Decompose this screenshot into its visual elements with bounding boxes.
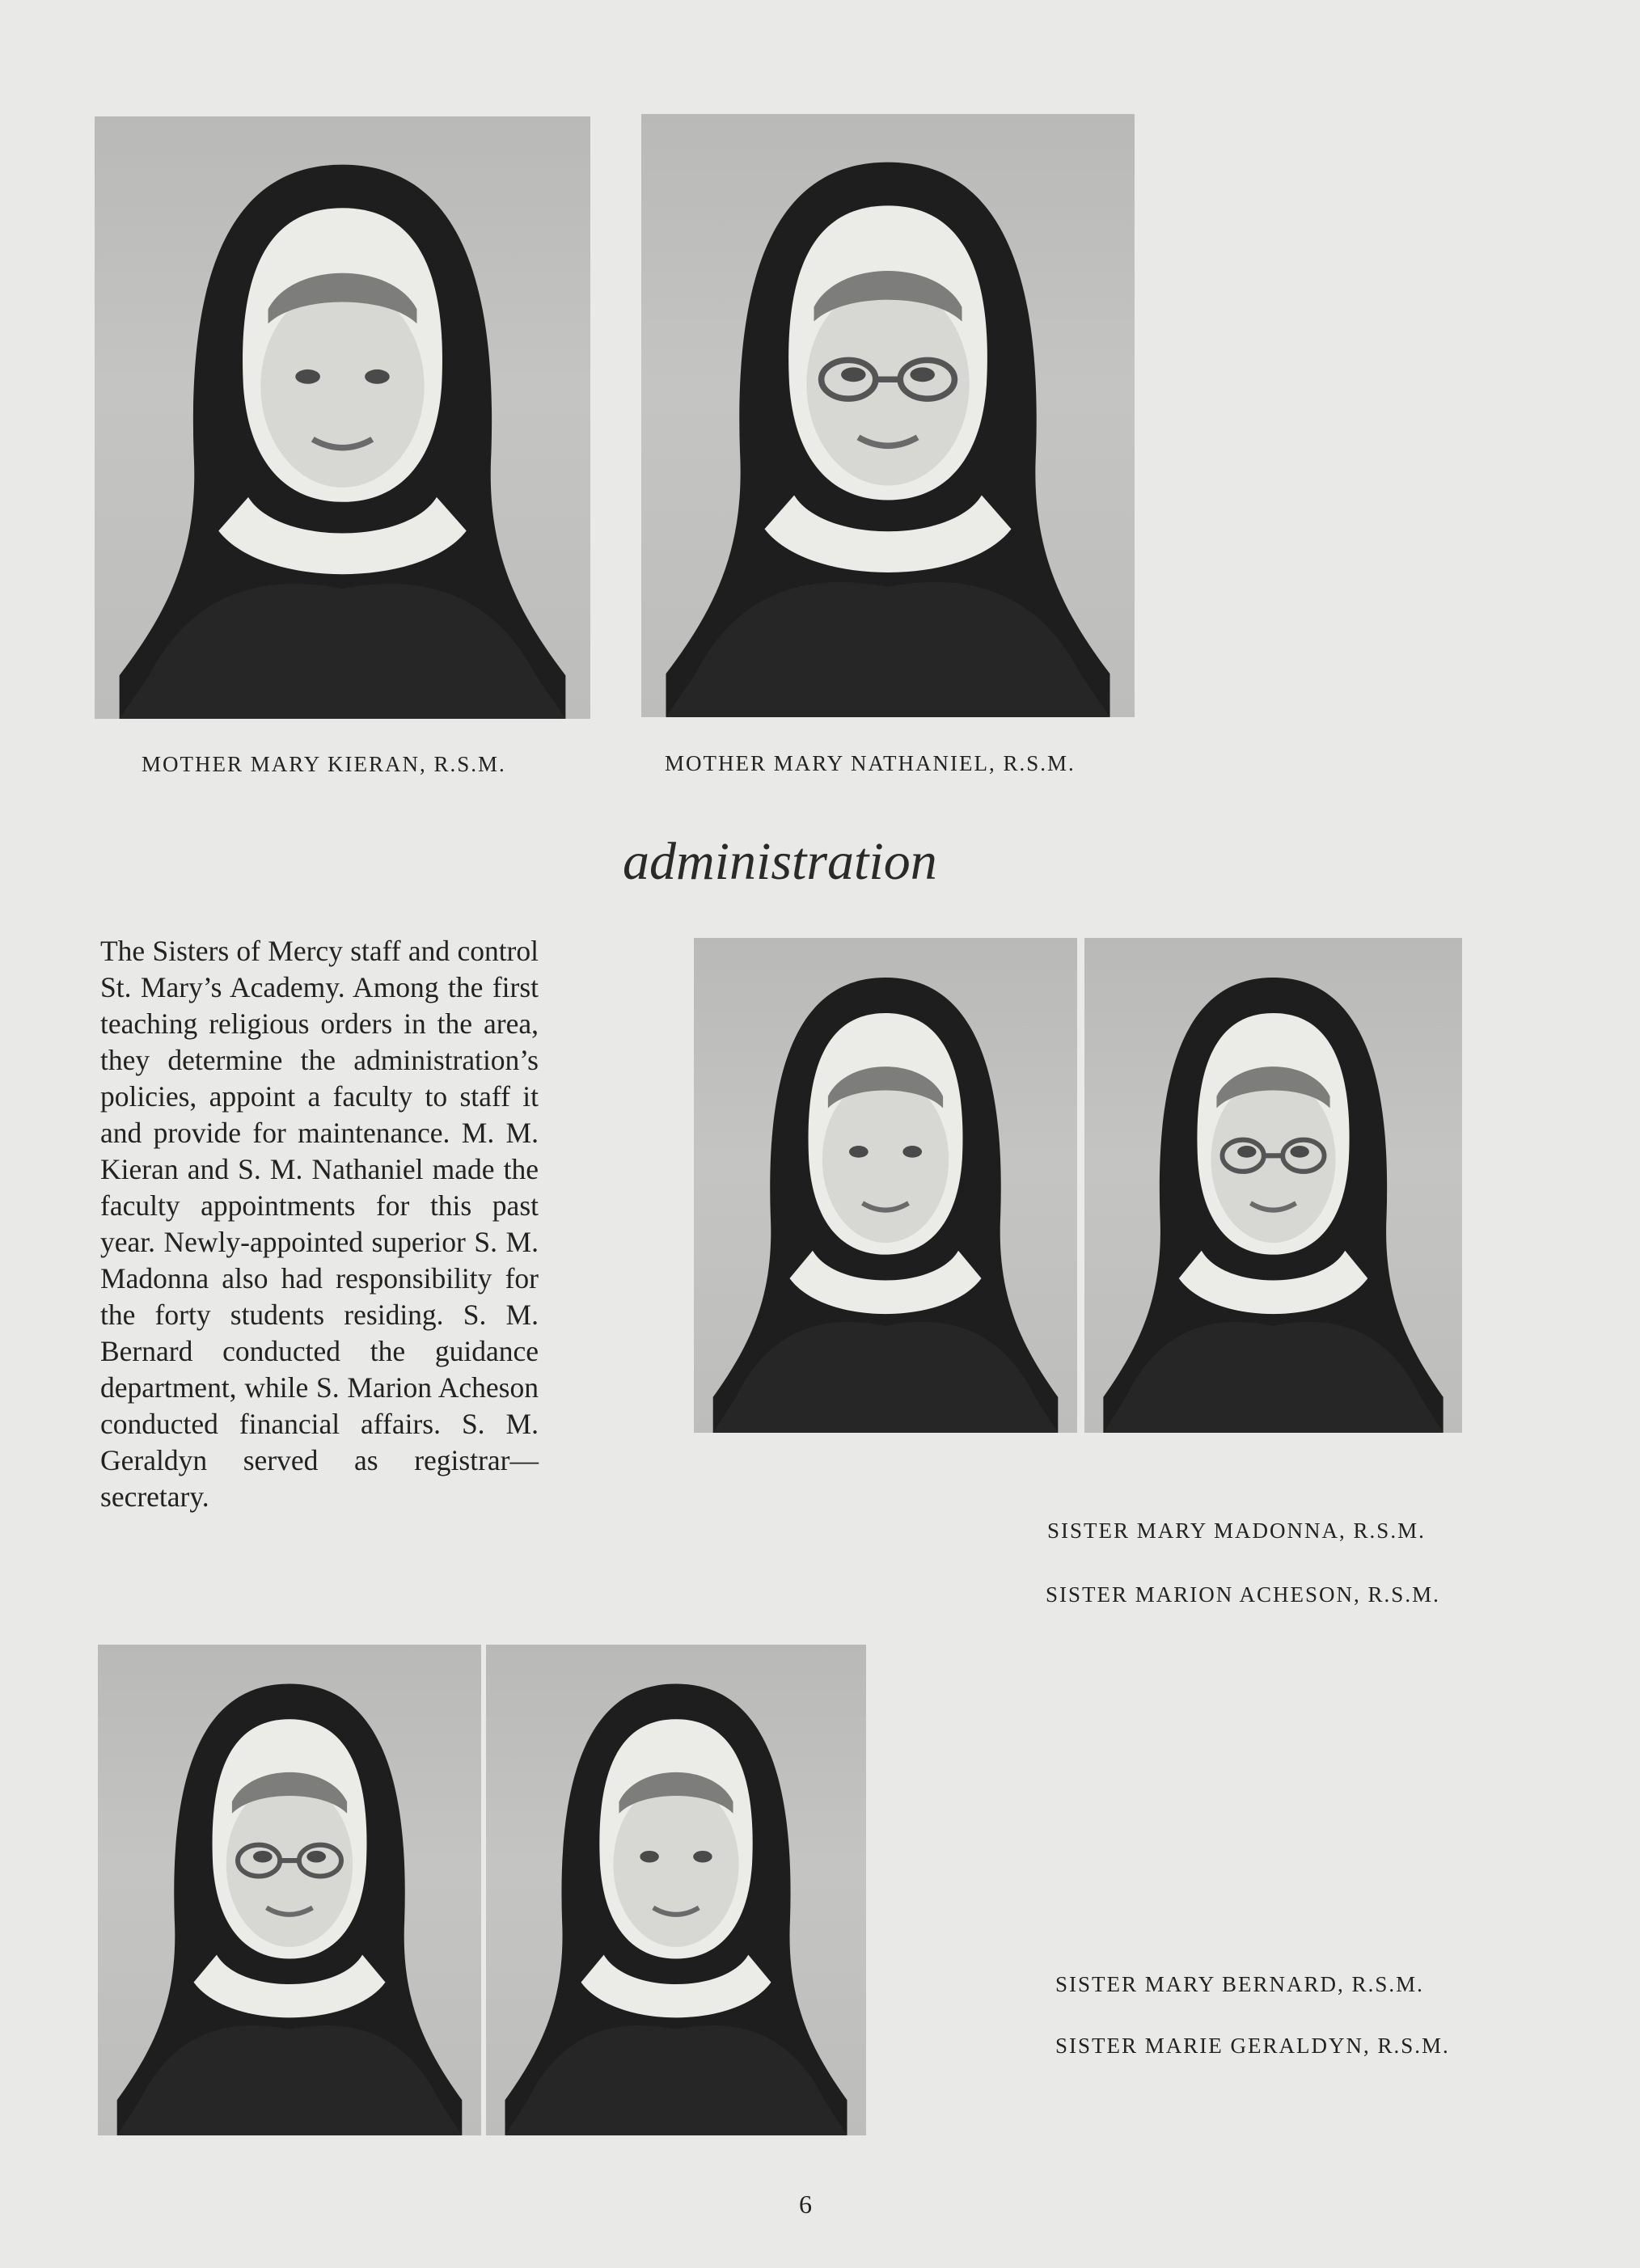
- portrait-sister-marion-acheson: [1084, 938, 1462, 1433]
- portrait-mother-mary-nathaniel: [641, 114, 1135, 717]
- body-text: The Sisters of Mercy staff and control St. Mary’s Academy. Among the first teaching religious orders in the area, they determine the administration’s policies, appoint a faculty to staff it and provide for maintenance. M. M. Kieran and S. M. Nathaniel made the faculty appointments for this past year. Newly-appointed superior S. M. Madonna also had responsibility for the forty students residing. S. M. Bernard conducted the guidance department, while S. Marion Acheson conducted financial affairs. S. M. Geraldyn served as registrar—secretary.: [100, 935, 539, 1513]
- page-number: 6: [799, 2190, 812, 2219]
- portrait-silhouette-icon: [641, 114, 1135, 717]
- caption-sister-mary-madonna: SISTER MARY MADONNA, R.S.M.: [1047, 1518, 1426, 1543]
- caption-sister-marie-geraldyn: SISTER MARIE GERALDYN, R.S.M.: [1055, 2034, 1450, 2058]
- portrait-sister-mary-madonna: [694, 938, 1077, 1433]
- portrait-silhouette-icon: [1084, 938, 1462, 1433]
- caption-sister-mary-bernard: SISTER MARY BERNARD, R.S.M.: [1055, 1972, 1424, 1996]
- portrait-silhouette-icon: [486, 1645, 866, 2135]
- caption-mother-mary-nathaniel: MOTHER MARY NATHANIEL, R.S.M.: [665, 751, 1076, 775]
- portrait-silhouette-icon: [95, 116, 590, 719]
- caption-mother-mary-kieran: MOTHER MARY KIERAN, R.S.M.: [142, 752, 506, 776]
- caption-sister-marion-acheson: SISTER MARION ACHESON, R.S.M.: [1046, 1582, 1440, 1607]
- portrait-silhouette-icon: [98, 1645, 481, 2135]
- portrait-silhouette-icon: [694, 938, 1077, 1433]
- portrait-sister-marie-geraldyn: [486, 1645, 866, 2135]
- portrait-mother-mary-kieran: [95, 116, 590, 719]
- portrait-sister-mary-bernard: [98, 1645, 481, 2135]
- section-title: administration: [623, 832, 937, 891]
